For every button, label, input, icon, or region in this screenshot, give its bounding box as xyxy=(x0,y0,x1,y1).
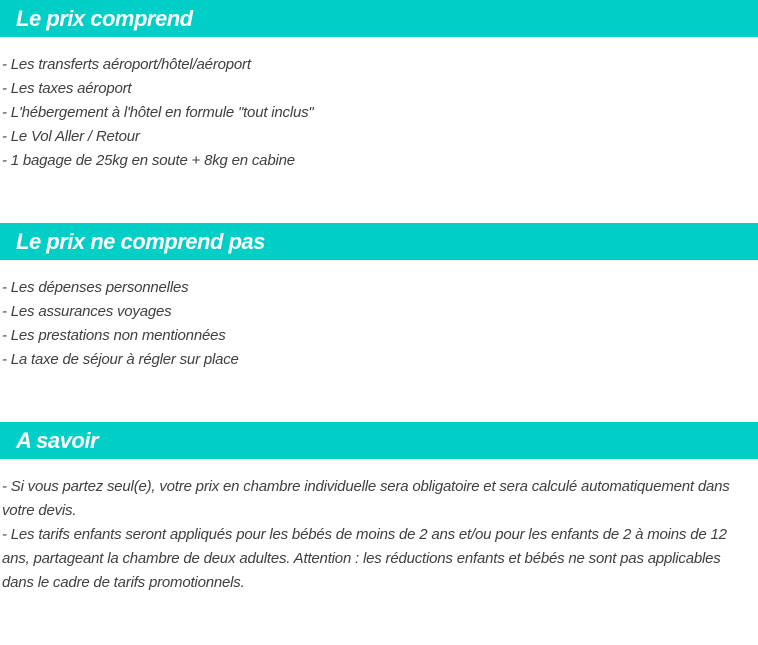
list-item: - Les taxes aéroport xyxy=(2,80,132,97)
section-header xyxy=(0,422,758,459)
list-item: - L'hébergement à l'hôtel en formule "tout inclus" xyxy=(2,104,314,121)
section-price-includes xyxy=(0,0,758,223)
section-body xyxy=(0,260,758,422)
list-item: - Les transferts aéroport/hôtel/aéroport xyxy=(2,56,251,73)
list-item: - Le Vol Aller / Retour xyxy=(2,128,140,145)
list-item: - La taxe de séjour à régler sur place xyxy=(2,351,239,368)
paragraph: - Si vous partez seul(e), votre prix en chambre individuelle sera obligatoire et sera calculé automatiquement dans votre devis. xyxy=(2,478,730,519)
section-header xyxy=(0,223,758,260)
section-good-to-know xyxy=(0,422,758,645)
section-body xyxy=(0,459,758,645)
list-item: - Les prestations non mentionnées xyxy=(2,327,226,344)
section-title: Le prix comprend xyxy=(16,5,193,31)
section-price-excludes xyxy=(0,223,758,422)
section-title: A savoir xyxy=(16,427,99,453)
list-item: - Les assurances voyages xyxy=(2,303,172,320)
list-item: - Les dépenses personnelles xyxy=(2,279,189,296)
list-item: - 1 bagage de 25kg en soute + 8kg en cabine xyxy=(2,152,295,169)
paragraph: - Les tarifs enfants seront appliqués pour les bébés de moins de 2 ans et/ou pour les enfants de 2 à moins de 12 ans, partageant la chambre de deux adultes. Attention : les réductions enfants et bébés ne sont pas applicables dans le cadre de tarifs promotionnels. xyxy=(2,526,727,591)
section-title: Le prix ne comprend pas xyxy=(16,228,265,254)
section-body xyxy=(0,37,758,223)
section-header xyxy=(0,0,758,37)
